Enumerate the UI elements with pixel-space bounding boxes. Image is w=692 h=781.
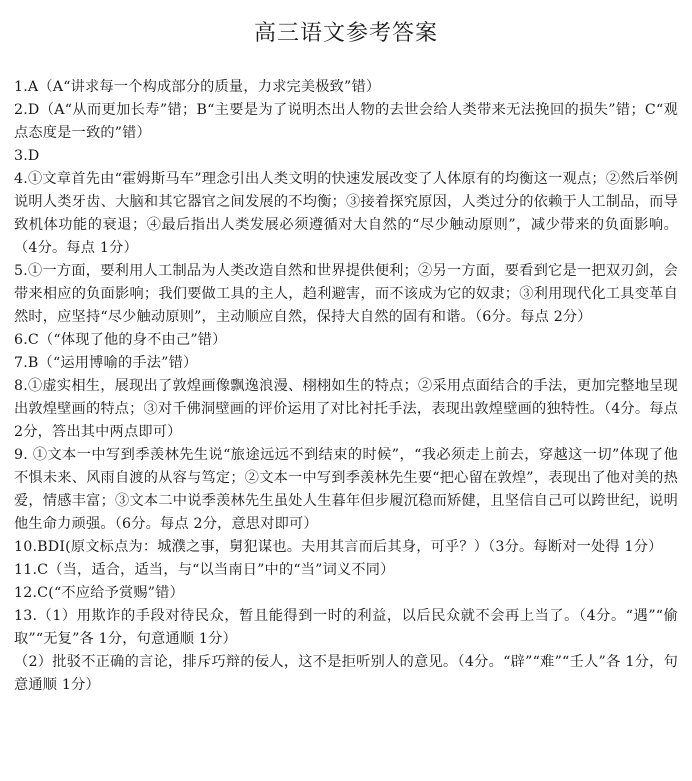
answer-item-13-1: 13.（1）用欺诈的手段对待民众，暂且能得到一时的利益，以后民众就不会再上当了。（4分。“遇”“偷取”“无复”各 1分，句意通顺 1分） — [14, 608, 678, 647]
answer-item-1: 1.A（A“讲求每一个构成部分的质量，力求完美极致”错） — [14, 79, 381, 95]
answer-item-2: 2.D（A“从而更加长寿”错；B“主要是为了说明杰出人物的去世会给人类带来无法挽回的损失”错；C“观点态度是一致的”错） — [14, 102, 678, 141]
page-title: 高三语文参考答案 — [253, 21, 438, 46]
answer-item-11: 11.C（当，适合，适当，与“以当南日”中的“当”词义不同） — [14, 562, 395, 578]
answer-item-6: 6.C（“体现了他的身不由己”错） — [14, 332, 227, 348]
answer-item-5: 5.①一方面，要利用人工制品为人类改造自然和世界提供便利；②另一方面，要看到它是一把双刃剑，会带来相应的负面影响；我们要做工具的主人，趋利避害，而不该成为它的奴隶；③利用现代化工具变革自然时，应坚持“尽少触动原则”，主动顺应自然，保持大自然的固有和谐。（6分。每点 2分） — [14, 263, 678, 325]
answer-item-13-2: （2）批驳不正确的言论，排斥巧辩的佞人，这不是拒听别人的意见。（4分。“辟”“难”“壬人”各 1分，句意通顺 1分） — [14, 654, 678, 693]
answer-item-12: 12.C(“不应给予赏赐”错） — [14, 585, 184, 601]
answer-item-9: 9. ①文本一中写到季羡林先生说“旅途远远不到结束的时候”，“我必须走上前去，穿越这一切”体现了他不惧未来、风雨自渡的从容与笃定；②文本一中写到季羡林先生要“把心留在敦煌”，表现出了他对美的热爱，情感丰富；③文本二中说季羡林先生虽处人生暮年但步履沉稳而矫健，且坚信自己可以跨世纪，说明他生命力顽强。（6分。每点 2分，意思对即可） — [14, 447, 678, 532]
answer-item-7: 7.B（“运用博喻的手法”错） — [14, 355, 198, 371]
answer-item-3: 3.D — [14, 148, 40, 164]
answer-item-4: 4.①文章首先由“霍姆斯马车”理念引出人类文明的快速发展改变了人体原有的均衡这一观点；②然后举例说明人类牙齿、大脑和其它器官之间发展的不均衡；③接着探究原因，人类过分的依赖于人工制品，而导致机体功能的衰退；④最后指出人类发展必须遵循对大自然的“尽少触动原则”，减少带来的负面影响。（4分。每点 1分） — [14, 171, 678, 256]
answer-item-8: 8.①虚实相生，展现出了敦煌画像飘逸浪漫、栩栩如生的特点；②采用点面结合的手法，更加完整地呈现出敦煌壁画的特点；③对千佛洞壁画的评价运用了对比衬托手法，表现出敦煌壁画的独特性。（4分。每点 2分，答出其中两点即可） — [14, 378, 678, 440]
answer-list — [14, 76, 678, 697]
answer-item-10: 10.BDI(原文标点为：城濮之事，舅犯谋也。夫用其言而后其身，可乎？）（3分。每断对一处得 1分） — [14, 539, 663, 555]
